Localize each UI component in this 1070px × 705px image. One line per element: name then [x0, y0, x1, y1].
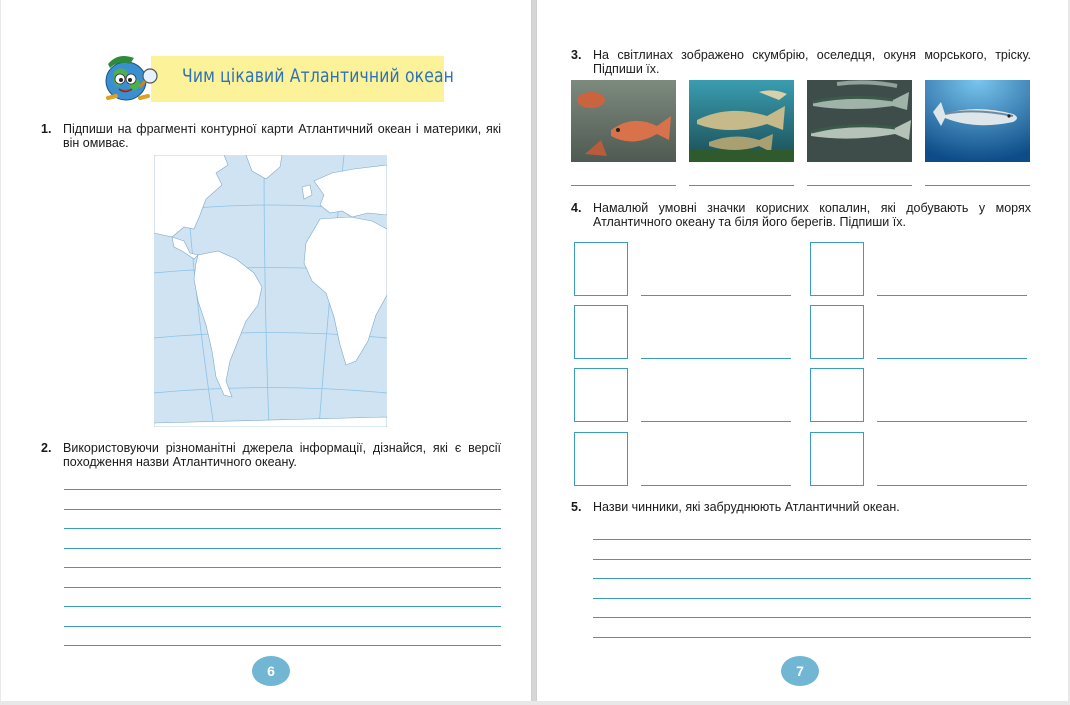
symbol-box[interactable]: [810, 242, 864, 296]
task-1: [41, 122, 501, 150]
symbol-label-line[interactable]: [641, 358, 791, 359]
task-5: [571, 500, 1031, 514]
fish-photo-cod: [689, 80, 794, 162]
task-3-text: На світлинах зображено скумбрію, оселедця, окуня морського, тріску. Підпиши їх.: [593, 48, 1031, 76]
task-2: [41, 441, 501, 469]
fish-label-line-3[interactable]: [807, 185, 912, 186]
symbol-label-line[interactable]: [641, 485, 791, 486]
right-page: [536, 0, 1068, 701]
fish-photo-herring: [925, 80, 1030, 162]
symbol-box[interactable]: [810, 432, 864, 486]
fish-label-line-4[interactable]: [925, 185, 1030, 186]
page-number-badge: 6: [252, 656, 290, 686]
task-2-text: Використовуючи різноманітні джерела інформації, дізнайся, які є версії походження назви Атлантичного океану.: [63, 441, 501, 469]
symbol-box[interactable]: [810, 305, 864, 359]
symbol-label-line[interactable]: [877, 485, 1027, 486]
symbol-box[interactable]: [574, 242, 628, 296]
task-2-answer-lines[interactable]: [64, 489, 501, 649]
symbol-box[interactable]: [574, 305, 628, 359]
symbol-label-line[interactable]: [877, 421, 1027, 422]
task-4-text: Намалюй умовні значки корисних копалин, які добувають у морях Атлантичного океану та біля його берегів. Підпиши їх.: [593, 201, 1031, 229]
task-5-text: Назви чинники, які забруднюють Атлантичний океан.: [593, 500, 900, 514]
fish-label-line-1[interactable]: [571, 185, 676, 186]
task-2-number: 2.: [41, 441, 52, 455]
atlantic-contour-map-graphic: [154, 155, 387, 427]
symbol-label-line[interactable]: [877, 295, 1027, 296]
task-5-answer-lines[interactable]: [593, 539, 1031, 639]
task-4-number: 4.: [571, 201, 582, 215]
symbol-box[interactable]: [810, 368, 864, 422]
fish-label-line-2[interactable]: [689, 185, 794, 186]
fish-photo-mackerel: [807, 80, 912, 162]
symbol-label-line[interactable]: [641, 295, 791, 296]
left-page: [1, 0, 532, 701]
symbol-box[interactable]: [574, 432, 628, 486]
task-1-number: 1.: [41, 122, 52, 136]
symbol-label-line[interactable]: [641, 421, 791, 422]
task-1-text: Підпиши на фрагменті контурної карти Атлантичний океан і материки, які він омиває.: [63, 122, 501, 150]
globe-mascot-icon: [100, 54, 164, 104]
symbol-label-line[interactable]: [877, 358, 1027, 359]
lesson-title: Чим цікавий Атлантичний океан: [182, 65, 455, 87]
symbol-box[interactable]: [574, 368, 628, 422]
task-5-number: 5.: [571, 500, 582, 514]
contour-map: [154, 155, 387, 427]
task-3: [571, 48, 1031, 76]
task-4: [571, 201, 1031, 229]
fish-photo-perch: [571, 80, 676, 162]
task-3-number: 3.: [571, 48, 582, 62]
page-number-badge: 7: [781, 656, 819, 686]
lesson-title-banner: [96, 56, 455, 102]
